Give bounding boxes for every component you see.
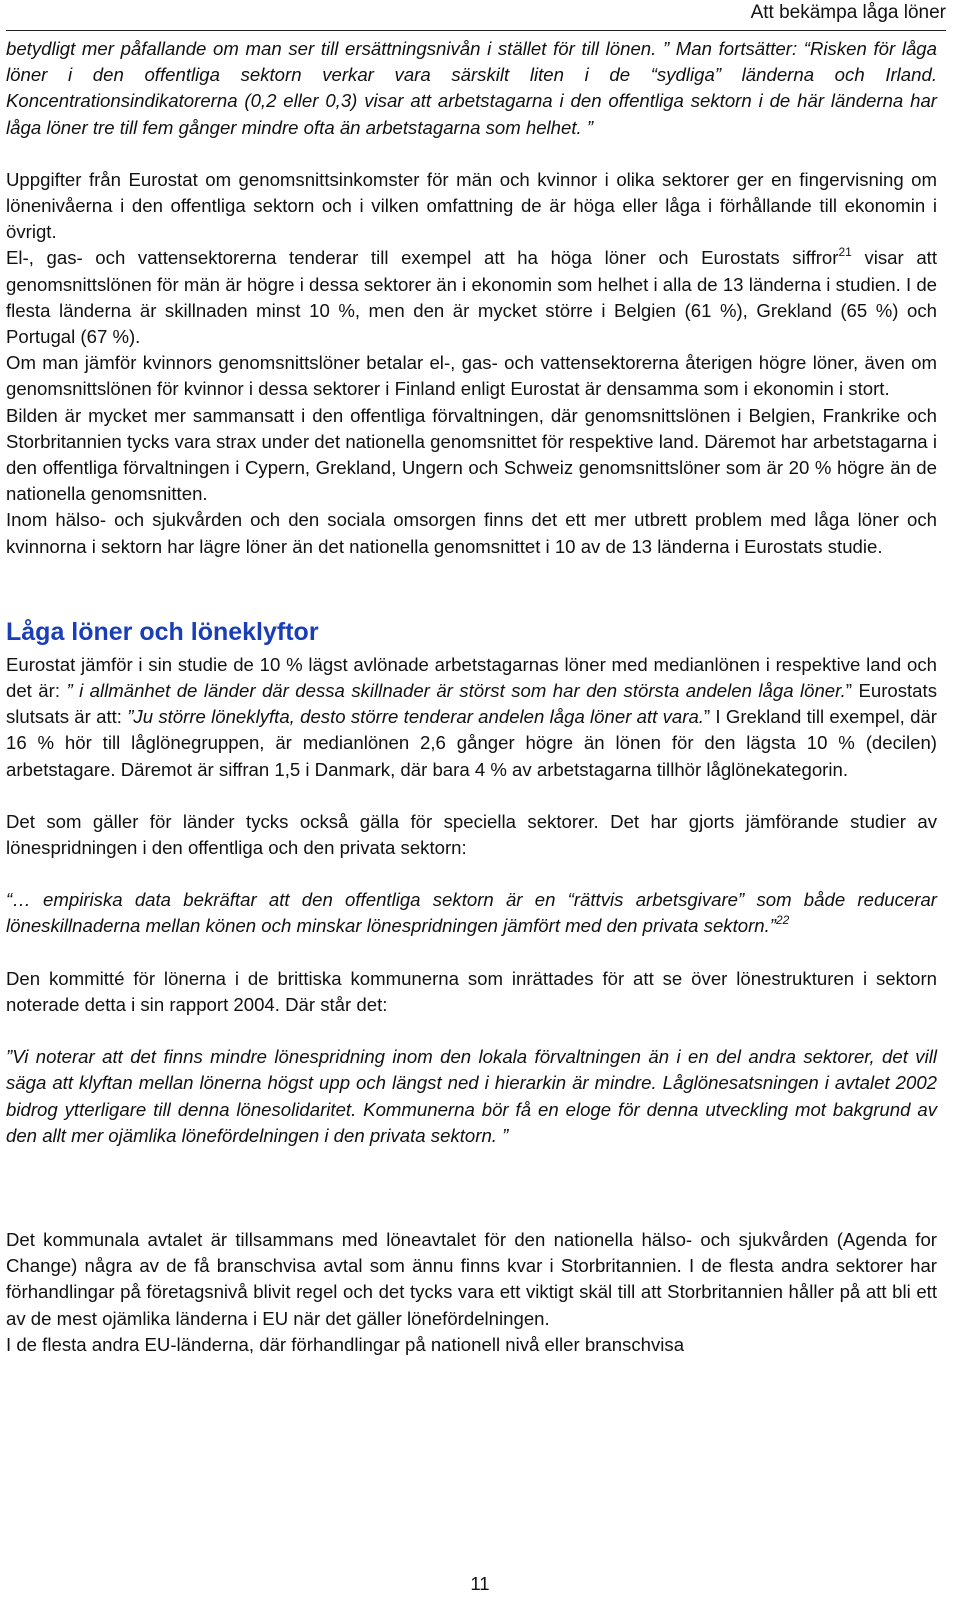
paragraph-wage-gaps [6, 652, 937, 783]
wage-gaps-quote-d: ”Ju större löneklyfta, desto större tenderar andelen låga löner att vara. [127, 706, 704, 728]
footnote-ref-22: 22 [776, 913, 790, 928]
paragraph-public-administration: Bilden är mycket mer sammansatt i den offentliga förvaltningen, där genomsnittslönen i Belgien, Frankrike och Storbritannien tycks vara strax under det nationella genomsnittet för respektive land. Däremot har arbetstagarna i den offentliga förvaltningen i Cypern, Grekland, Ungern och Schweiz genomsnittslöner som är 20 % högre än de nationella genomsnitten. [6, 404, 937, 505]
energy-sector-text: El-, gas- och vattensektorerna tenderar till exempel att ha höga löner och Eurostats siffror [6, 247, 839, 269]
paragraph-sectors: Det som gäller för länder tycks också gälla för speciella sektorer. Det har gjorts jämförande studier av lönespridningen i den offentliga och den privata sektorn: [6, 810, 937, 859]
paragraph-eurostat-data: Uppgifter från Eurostat om genomsnittsinkomster för män och kvinnor i olika sektorer ger en fingervisning om lönenivåerna i den offentliga sektorn och i vilken omfattning de är höga eller låga i förhållande till ekonomin i övrigt. [6, 168, 937, 243]
block-quote-empirical [6, 887, 937, 939]
paragraph-energy-sector [6, 245, 937, 350]
paragraph-other-eu: I de flesta andra EU-länderna, där förhandlingar på nationell nivå eller branschvisa [6, 1333, 685, 1355]
energy-sector-text-rest: visar att genomsnittslönen för män är högre i dessa sektorer än i ekonomin som helhet i alla de 13 länderna i studien. I de flesta länderna är skillnaden minst 10 %, men den är mycket större i Belgien (61 %), Grekland (65 %) och Portugal (67 %). [6, 247, 938, 348]
page-number: 11 [470, 1573, 490, 1594]
block-quote-committee: ”Vi noterar att det finns mindre lönespridning inom den lokala förvaltningen än i en del andra sektorer, det vill säga att klyftan mellan lönerna högst upp och längst ned i hierarkin är mindre. Låglönesatsningen i avtalet 2002 bidrog ytterligare till denna lönesolidaritet. Kommunerna bör få en eloge för denna utveckling mot bakgrund av den allt mer ojämlika lönefördelningen i den privata sektorn. ” [6, 1046, 937, 1146]
paragraph-municipal-agreement: Det kommunala avtalet är tillsammans med löneavtalet för den nationella hälso- och sjukvården (Agenda for Change) några av de få branschvisa avtal som ännu finns kvar i Storbritannien. I de flesta andra sektorer har förhandlingar på företagsnivå blivit regel och det tycks vara ett viktigt skäl till att Storbritannien håller på att bli ett av de mest ojämlika länderna i EU när det gäller lönefördelningen. [6, 1228, 937, 1329]
paragraph-intro-quote: betydligt mer påfallande om man ser till ersättningsnivån i stället för till lönen. ” Man fortsätter: “Risken för låga löner i den offentliga sektorn verkar vara särskilt liten i de “sydliga” länderna och Irland. Koncentrationsindikatorerna (0,2 eller 0,3) visar att arbetstagarna i den offentliga sektorn i de här länderna har låga löner tre till fem gånger mindre ofta än arbetstagarna som helhet. ” [6, 38, 937, 138]
footnote-ref-21: 21 [838, 245, 852, 260]
paragraph-health-care: Inom hälso- och sjukvården och den sociala omsorgen finns det ett mer utbrett problem med låga löner och kvinnorna i sektorn har lägre löner än det nationella genomsnittet i 10 av de 13 länderna i Eurostats studie. [6, 509, 937, 557]
wage-gaps-text-a: Eurostat jämför i sin studie de 10 % lägst avlönade arbetstagarnas löner med medianlönen i respektive land och det är: [6, 653, 937, 702]
empirical-quote-text: “… empiriska data bekräftar att den offentliga sektorn är en “rättvis arbetsgivare” som både reducerar löneskillnaderna mellan könen och minskar lönespridningen jämfört med den privata sektorn.” [6, 889, 937, 937]
running-title: Att bekämpa låga löner [750, 2, 946, 23]
wage-gaps-text-e: ” I Grekland till exempel, där 16 % hör till låglönegruppen, är medianlönen 2,6 gånger högre än lönen för den lägsta 10 % (decilen) arbetstagare. Däremot är siffran 1,5 i Danmark, där bara 4 % av arbetstagarna tillhör låglönekategorin. [6, 706, 937, 780]
section-heading: Låga löner och löneklyftor [6, 617, 319, 646]
paragraph-women-wages: Om man jämför kvinnors genomsnittslöner betalar el-, gas- och vattensektorerna återigen högre löner, även om genomsnittslönen för kvinnor i dessa sektorer i Finland enligt Eurostat är densamma som i ekonomin i stort. [6, 352, 937, 400]
paragraph-committee: Den kommitté för lönerna i de brittiska kommunerna som inrättades för att se över lönestrukturen i sektorn noterade detta i sin rapport 2004. Där står det: [6, 967, 937, 1015]
wage-gaps-text-c: ” Eurostats slutsats är att: [6, 680, 937, 728]
page-header [6, 0, 946, 31]
wage-gaps-quote-b: ” i allmänhet de länder där dessa skillnader är störst som har den största andelen låga löner. [66, 680, 846, 702]
document-body [6, 36, 937, 1358]
